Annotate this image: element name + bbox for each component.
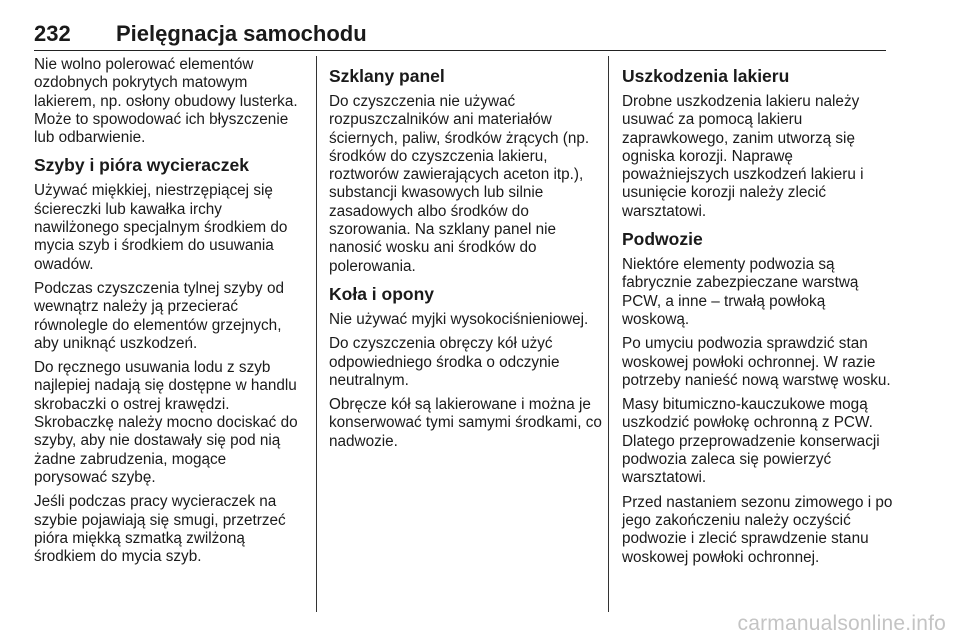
paragraph: Do ręcznego usuwania lodu z szyb najlepiej nadają się dostępne w handlu skrobaczki o ostrej krawędzi. Skrobaczkę należy mocno dociskać do szyby, aby nie dostawały się pod nią żadne zabrudzenia, mogące porysować szybę.: [34, 359, 298, 486]
paragraph: Obręcze kół są lakierowane i można je konserwować tymi samymi środkami, co nadwozie.: [329, 396, 602, 450]
page-header: [34, 22, 886, 51]
paragraph: Nie wolno polerować elementów ozdobnych pokrytych matowym lakierem, np. osłony obudowy lusterka. Może to spowodować ich błyszczenie lub odbarwienie.: [34, 56, 298, 147]
section-heading: Szklany panel: [329, 66, 445, 86]
section-heading: Szyby i pióra wycieraczek: [34, 155, 249, 176]
paragraph: Drobne uszkodzenia lakieru należy usuwać za pomocą lakieru zaprawkowego, zanim utworzą się ogniska korozji. Naprawę poważniejszych uszkodzeń lakieru i usunięcie korozji należy zlecić warsztatowi.: [622, 93, 864, 220]
paragraph: Niektóre elementy podwozia są fabrycznie zabezpieczane warstwą PCW, a inne – trwałą powłoką woskową.: [622, 256, 859, 328]
paragraph: Masy bitumiczno-kauczukowe mogą uszkodzić powłokę ochronną z PCW. Dlatego przeprowadzenie konserwacji podwozia zaleca się powierzyć warsztatowi.: [622, 396, 880, 487]
column-3: [608, 56, 894, 612]
watermark: carmanualsonline.info: [737, 612, 946, 635]
paragraph: Przed nastaniem sezonu zimowego i po jego zakończeniu należy oczyścić podwozie i zlecić sprawdzenie stanu woskowej powłoki ochronnej.: [622, 493, 893, 566]
section-heading: Podwozie: [622, 229, 703, 250]
page-number: 232: [34, 21, 71, 46]
page-title: Pielęgnacja samochodu: [116, 21, 367, 46]
section-heading: Koła i opony: [329, 283, 434, 304]
paragraph: Po umyciu podwozia sprawdzić stan woskowej powłoki ochronnej. W razie potrzeby nanieść nową warstwę wosku.: [622, 335, 891, 389]
paragraph: Do czyszczenia obręczy kół użyć odpowiedniego środka o odczynie neutralnym.: [329, 335, 560, 389]
paragraph: Podczas czyszczenia tylnej szyby od wewnątrz należy ją przecierać równolegle do elementów grzejnych, aby uniknąć uszkodzeń.: [34, 279, 284, 352]
paragraph: Do czyszczenia nie używać rozpuszczalników ani materiałów ściernych, paliw, środków żrących (np. środków do czyszczenia lakieru, roztworów zawierających aceton itp.), substancji kwasowych lub silnie zasadowych albo środków do szorowania. Na szklany panel nie nanosić wosku ani środków do polerowania.: [329, 93, 590, 275]
column-1: [34, 56, 302, 612]
paragraph: Używać miękkiej, niestrzępiącej się ściereczki lub kawałka irchy nawilżonego specjalnym środkiem do mycia szyb i środkiem do usuwania owadów.: [34, 182, 288, 273]
paragraph: Nie używać myjki wysokociśnieniowej.: [329, 310, 589, 328]
paragraph: Jeśli podczas pracy wycieraczek na szybie pojawiają się smugi, przetrzeć pióra miękką szmatką zwilżoną środkiem do mycia szyb.: [34, 493, 286, 566]
section-heading: Uszkodzenia lakieru: [622, 66, 790, 86]
column-2: [316, 56, 608, 612]
